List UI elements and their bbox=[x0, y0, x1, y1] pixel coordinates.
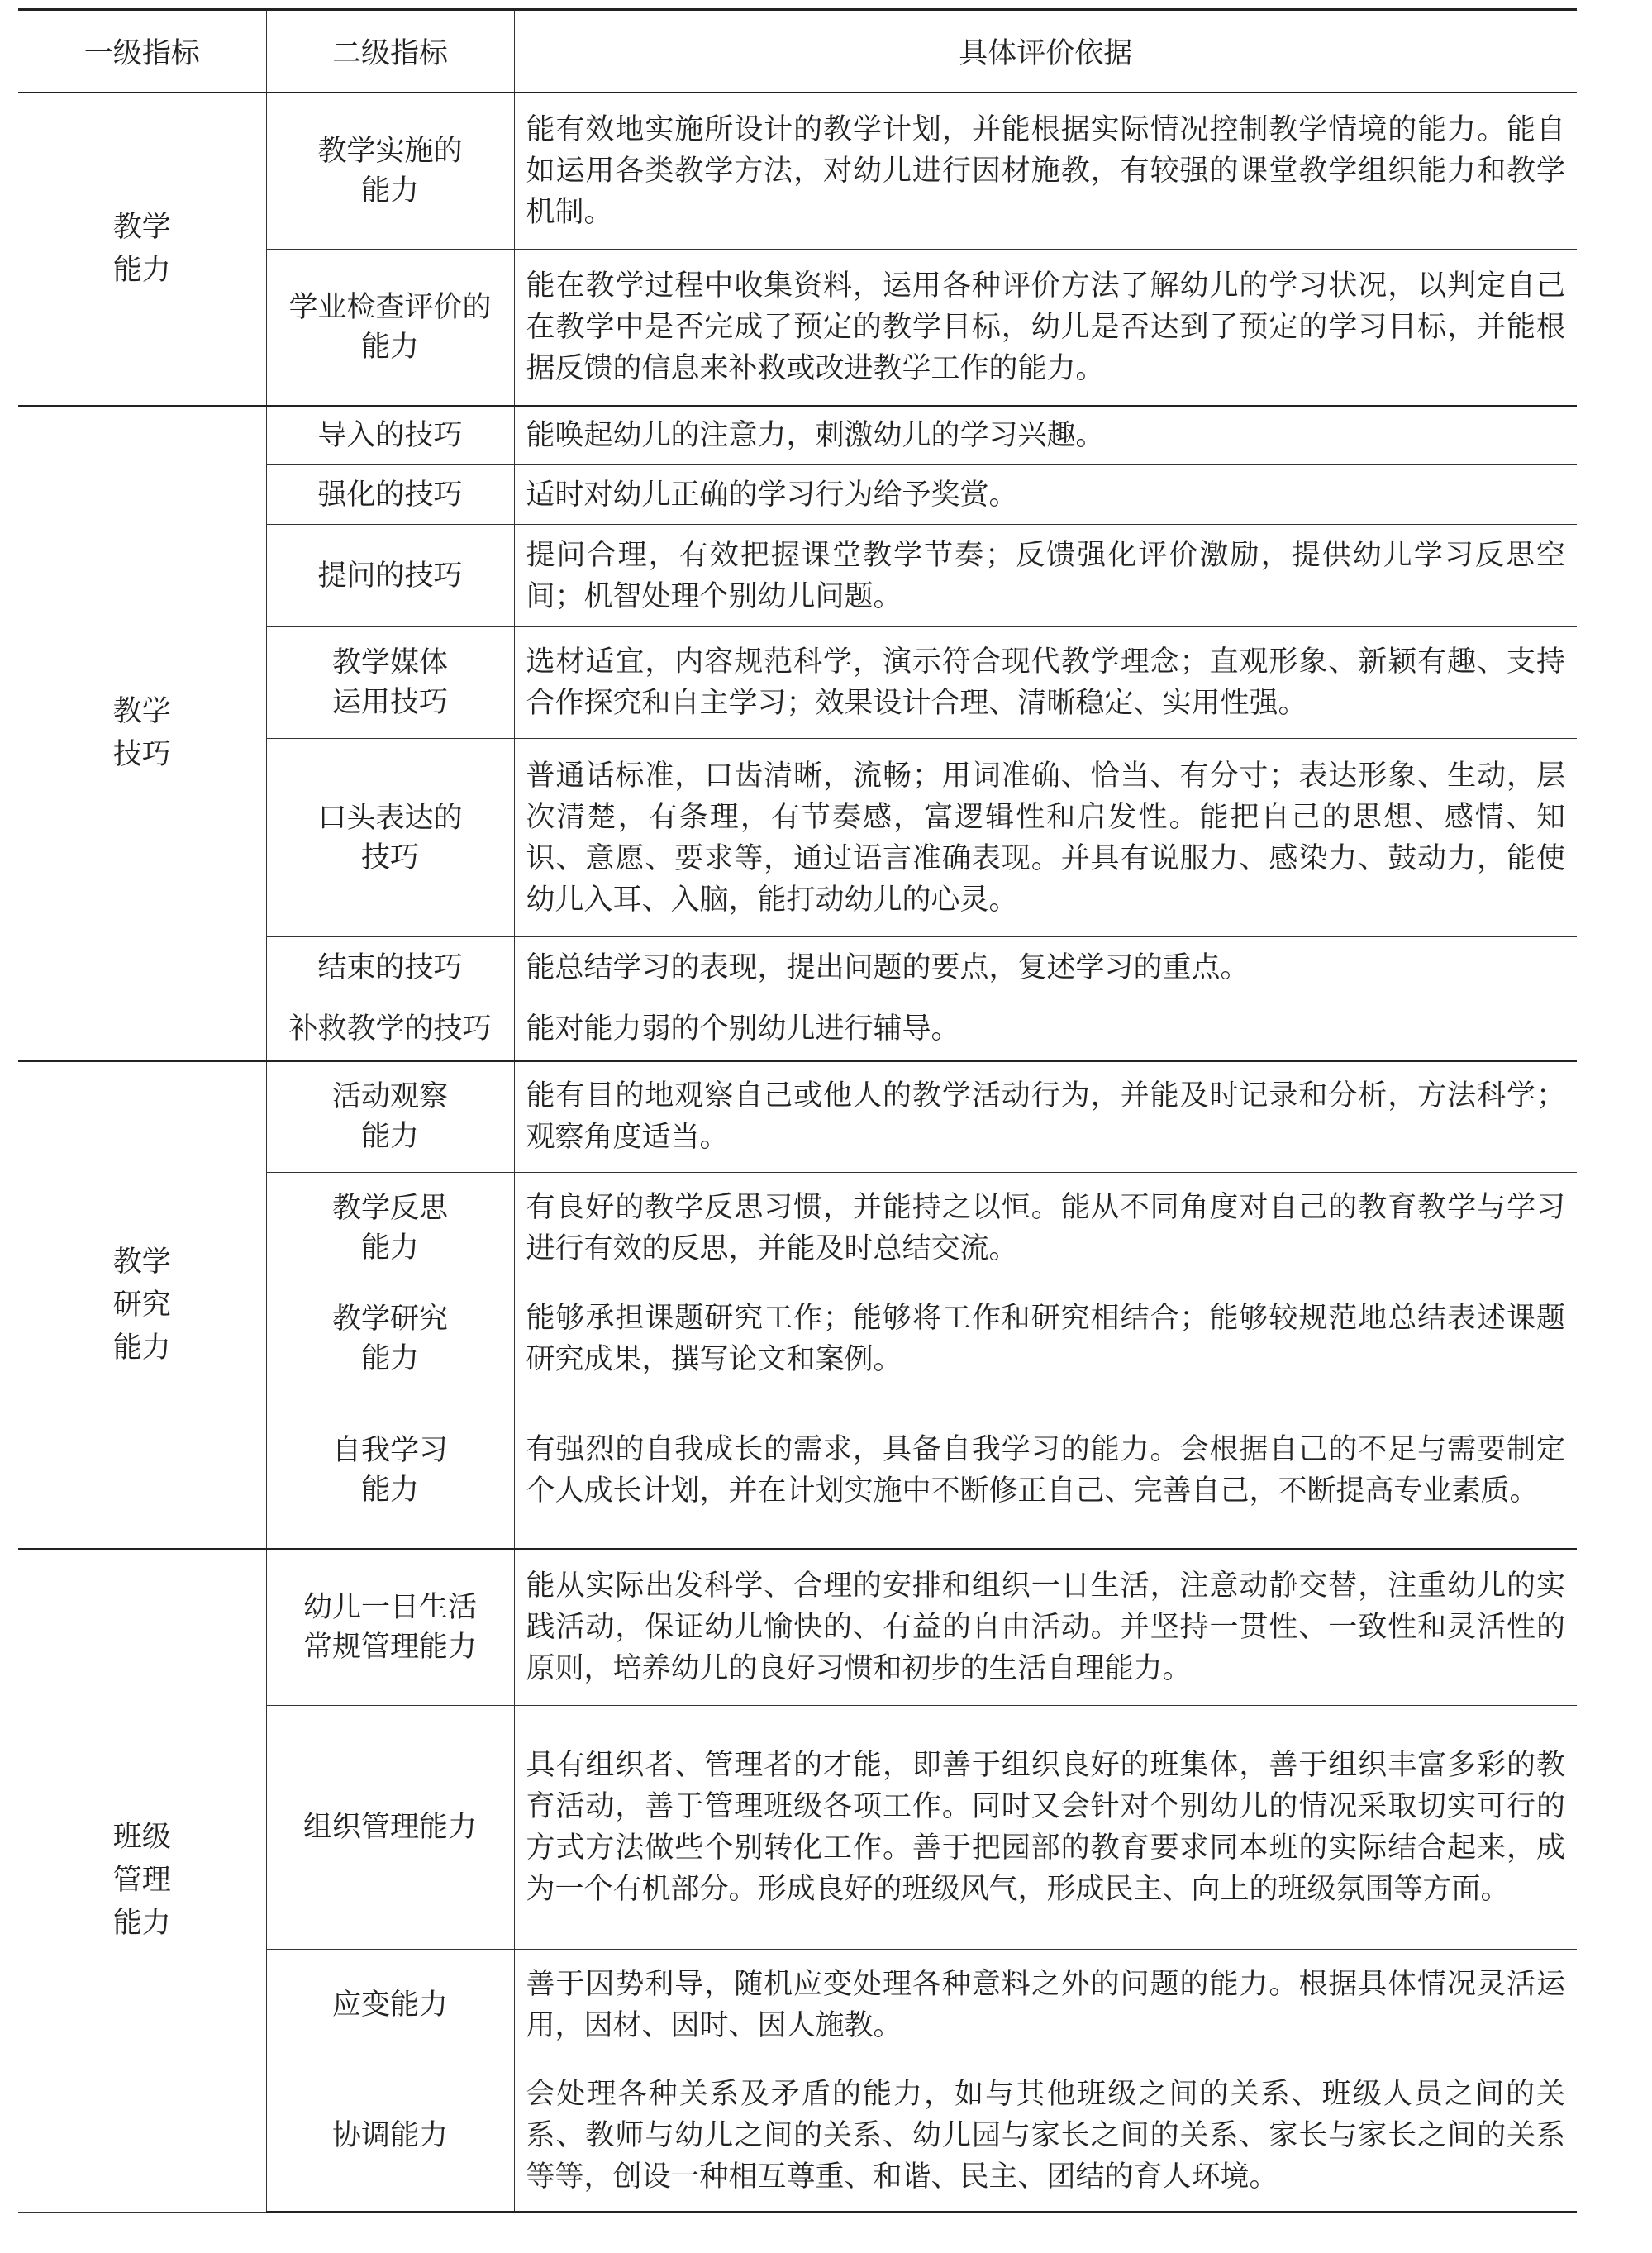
basis-cell: 能够承担课题研究工作；能够将工作和研究相结合；能够较规范地总结表述课题研究成果，撰写论文和案例。 bbox=[514, 1284, 1577, 1393]
level2-label: 补救教学的技巧 bbox=[288, 1012, 492, 1046]
level1-cell bbox=[18, 1549, 266, 2213]
table-row bbox=[18, 1549, 1577, 1706]
level1-label: 教学 能力 bbox=[112, 211, 171, 287]
level2-cell bbox=[266, 1393, 514, 1549]
basis-cell: 能从实际出发科学、合理的安排和组织一日生活，注意动静交替，注重幼儿的实践活动，保证幼儿愉快的、有益的自由活动。并坚持一贯性、一致性和灵活性的原则，培养幼儿的良好习惯和初步的生活自理能力。 bbox=[514, 1549, 1577, 1706]
level2-label: 结束的技巧 bbox=[317, 950, 463, 984]
basis-cell: 提问合理，有效把握课堂教学节奏；反馈强化评价激励，提供幼儿学习反思空间；机智处理个别幼儿问题。 bbox=[514, 525, 1577, 627]
basis-cell: 能在教学过程中收集资料，运用各种评价方法了解幼儿的学习状况，以判定自己在教学中是否完成了预定的教学目标，幼儿是否达到了预定的学习目标，并能根据反馈的信息来补救或改进教学工作的能力。 bbox=[514, 250, 1577, 406]
level2-label: 协调能力 bbox=[331, 2119, 448, 2152]
level2-label: 幼儿一日生活 常规管理能力 bbox=[302, 1590, 477, 1664]
table-row bbox=[18, 406, 1577, 465]
level2-cell bbox=[266, 525, 514, 627]
level2-cell bbox=[266, 1706, 514, 1950]
basis-cell: 能总结学习的表现，提出问题的要点，复述学习的重点。 bbox=[514, 937, 1577, 998]
basis-cell: 有强烈的自我成长的需求，具备自我学习的能力。会根据自己的不足与需要制定个人成长计划，并在计划实施中不断修正自己、完善自己，不断提高专业素质。 bbox=[514, 1393, 1577, 1549]
level2-label: 活动观察 能力 bbox=[331, 1080, 448, 1154]
level1-label: 教学 技巧 bbox=[112, 695, 171, 771]
level2-cell bbox=[266, 93, 514, 250]
table-header-row bbox=[18, 10, 1577, 93]
level2-label: 学业检查评价的 能力 bbox=[288, 290, 492, 364]
level2-cell bbox=[266, 739, 514, 937]
basis-cell: 能有效地实施所设计的教学计划，并能根据实际情况控制教学情境的能力。能自如运用各类教学方法，对幼儿进行因材施教，有较强的课堂教学组织能力和教学机制。 bbox=[514, 93, 1577, 250]
level2-cell bbox=[266, 2060, 514, 2213]
basis-cell: 善于因势利导，随机应变处理各种意料之外的问题的能力。根据具体情况灵活运用，因材、因时、因人施教。 bbox=[514, 1950, 1577, 2060]
basis-cell: 适时对幼儿正确的学习行为给予奖赏。 bbox=[514, 465, 1577, 525]
header-level2: 二级指标 bbox=[266, 10, 514, 93]
header-basis: 具体评价依据 bbox=[514, 10, 1577, 93]
level2-cell bbox=[266, 1549, 514, 1706]
level2-label: 教学反思 能力 bbox=[331, 1192, 448, 1265]
table-row bbox=[18, 93, 1577, 250]
basis-cell: 能唤起幼儿的注意力，刺激幼儿的学习兴趣。 bbox=[514, 406, 1577, 465]
evaluation-table bbox=[18, 8, 1577, 2213]
level2-label: 教学实施的 能力 bbox=[317, 134, 463, 207]
level2-cell bbox=[266, 1061, 514, 1173]
level2-label: 提问的技巧 bbox=[317, 559, 463, 593]
level1-cell bbox=[18, 406, 266, 1061]
level2-cell bbox=[266, 998, 514, 1061]
level2-label: 口头表达的 技巧 bbox=[317, 801, 463, 874]
level2-label: 强化的技巧 bbox=[317, 478, 463, 512]
level2-label: 自我学习 能力 bbox=[331, 1434, 448, 1508]
level2-cell bbox=[266, 465, 514, 525]
level2-label: 组织管理能力 bbox=[302, 1811, 477, 1844]
level2-cell bbox=[266, 937, 514, 998]
level1-label: 班级 管理 能力 bbox=[112, 1821, 171, 1941]
level2-label: 教学媒体 运用技巧 bbox=[331, 646, 448, 719]
table-row bbox=[18, 1061, 1577, 1173]
level2-cell bbox=[266, 1284, 514, 1393]
level2-cell bbox=[266, 250, 514, 406]
level2-cell bbox=[266, 1173, 514, 1284]
level2-cell bbox=[266, 1950, 514, 2060]
level2-cell bbox=[266, 627, 514, 739]
header-level1: 一级指标 bbox=[18, 10, 266, 93]
basis-cell: 普通话标准，口齿清晰，流畅；用词准确、恰当、有分寸；表达形象、生动，层次清楚，有条理，有节奏感，富逻辑性和启发性。能把自己的思想、感情、知识、意愿、要求等，通过语言准确表现。并具有说服力、感染力、鼓动力，能使幼儿入耳、入脑，能打动幼儿的心灵。 bbox=[514, 739, 1577, 937]
basis-cell: 会处理各种关系及矛盾的能力，如与其他班级之间的关系、班级人员之间的关系、教师与幼儿之间的关系、幼儿园与家长之间的关系、家长与家长之间的关系等等，创设一种相互尊重、和谐、民主、团结的育人环境。 bbox=[514, 2060, 1577, 2213]
level2-cell bbox=[266, 406, 514, 465]
level1-cell bbox=[18, 93, 266, 406]
level1-cell bbox=[18, 1061, 266, 1549]
basis-cell: 选材适宜，内容规范科学，演示符合现代教学理念；直观形象、新颖有趣、支持合作探究和自主学习；效果设计合理、清晰稳定、实用性强。 bbox=[514, 627, 1577, 739]
level2-label: 导入的技巧 bbox=[317, 418, 463, 452]
basis-cell: 能有目的地观察自己或他人的教学活动行为，并能及时记录和分析，方法科学；观察角度适当。 bbox=[514, 1061, 1577, 1173]
level1-label: 教学 研究 能力 bbox=[112, 1245, 171, 1365]
basis-cell: 能对能力弱的个别幼儿进行辅导。 bbox=[514, 998, 1577, 1061]
level2-label: 应变能力 bbox=[331, 1988, 448, 2022]
basis-cell: 具有组织者、管理者的才能，即善于组织良好的班集体，善于组织丰富多彩的教育活动，善于管理班级各项工作。同时又会针对个别幼儿的情况采取切实可行的方式方法做些个别转化工作。善于把园部的教育要求同本班的实际结合起来，成为一个有机部分。形成良好的班级风气，形成民主、向上的班级氛围等方面。 bbox=[514, 1706, 1577, 1950]
level2-label: 教学研究 能力 bbox=[331, 1302, 448, 1375]
basis-cell: 有良好的教学反思习惯，并能持之以恒。能从不同角度对自己的教育教学与学习进行有效的反思，并能及时总结交流。 bbox=[514, 1173, 1577, 1284]
